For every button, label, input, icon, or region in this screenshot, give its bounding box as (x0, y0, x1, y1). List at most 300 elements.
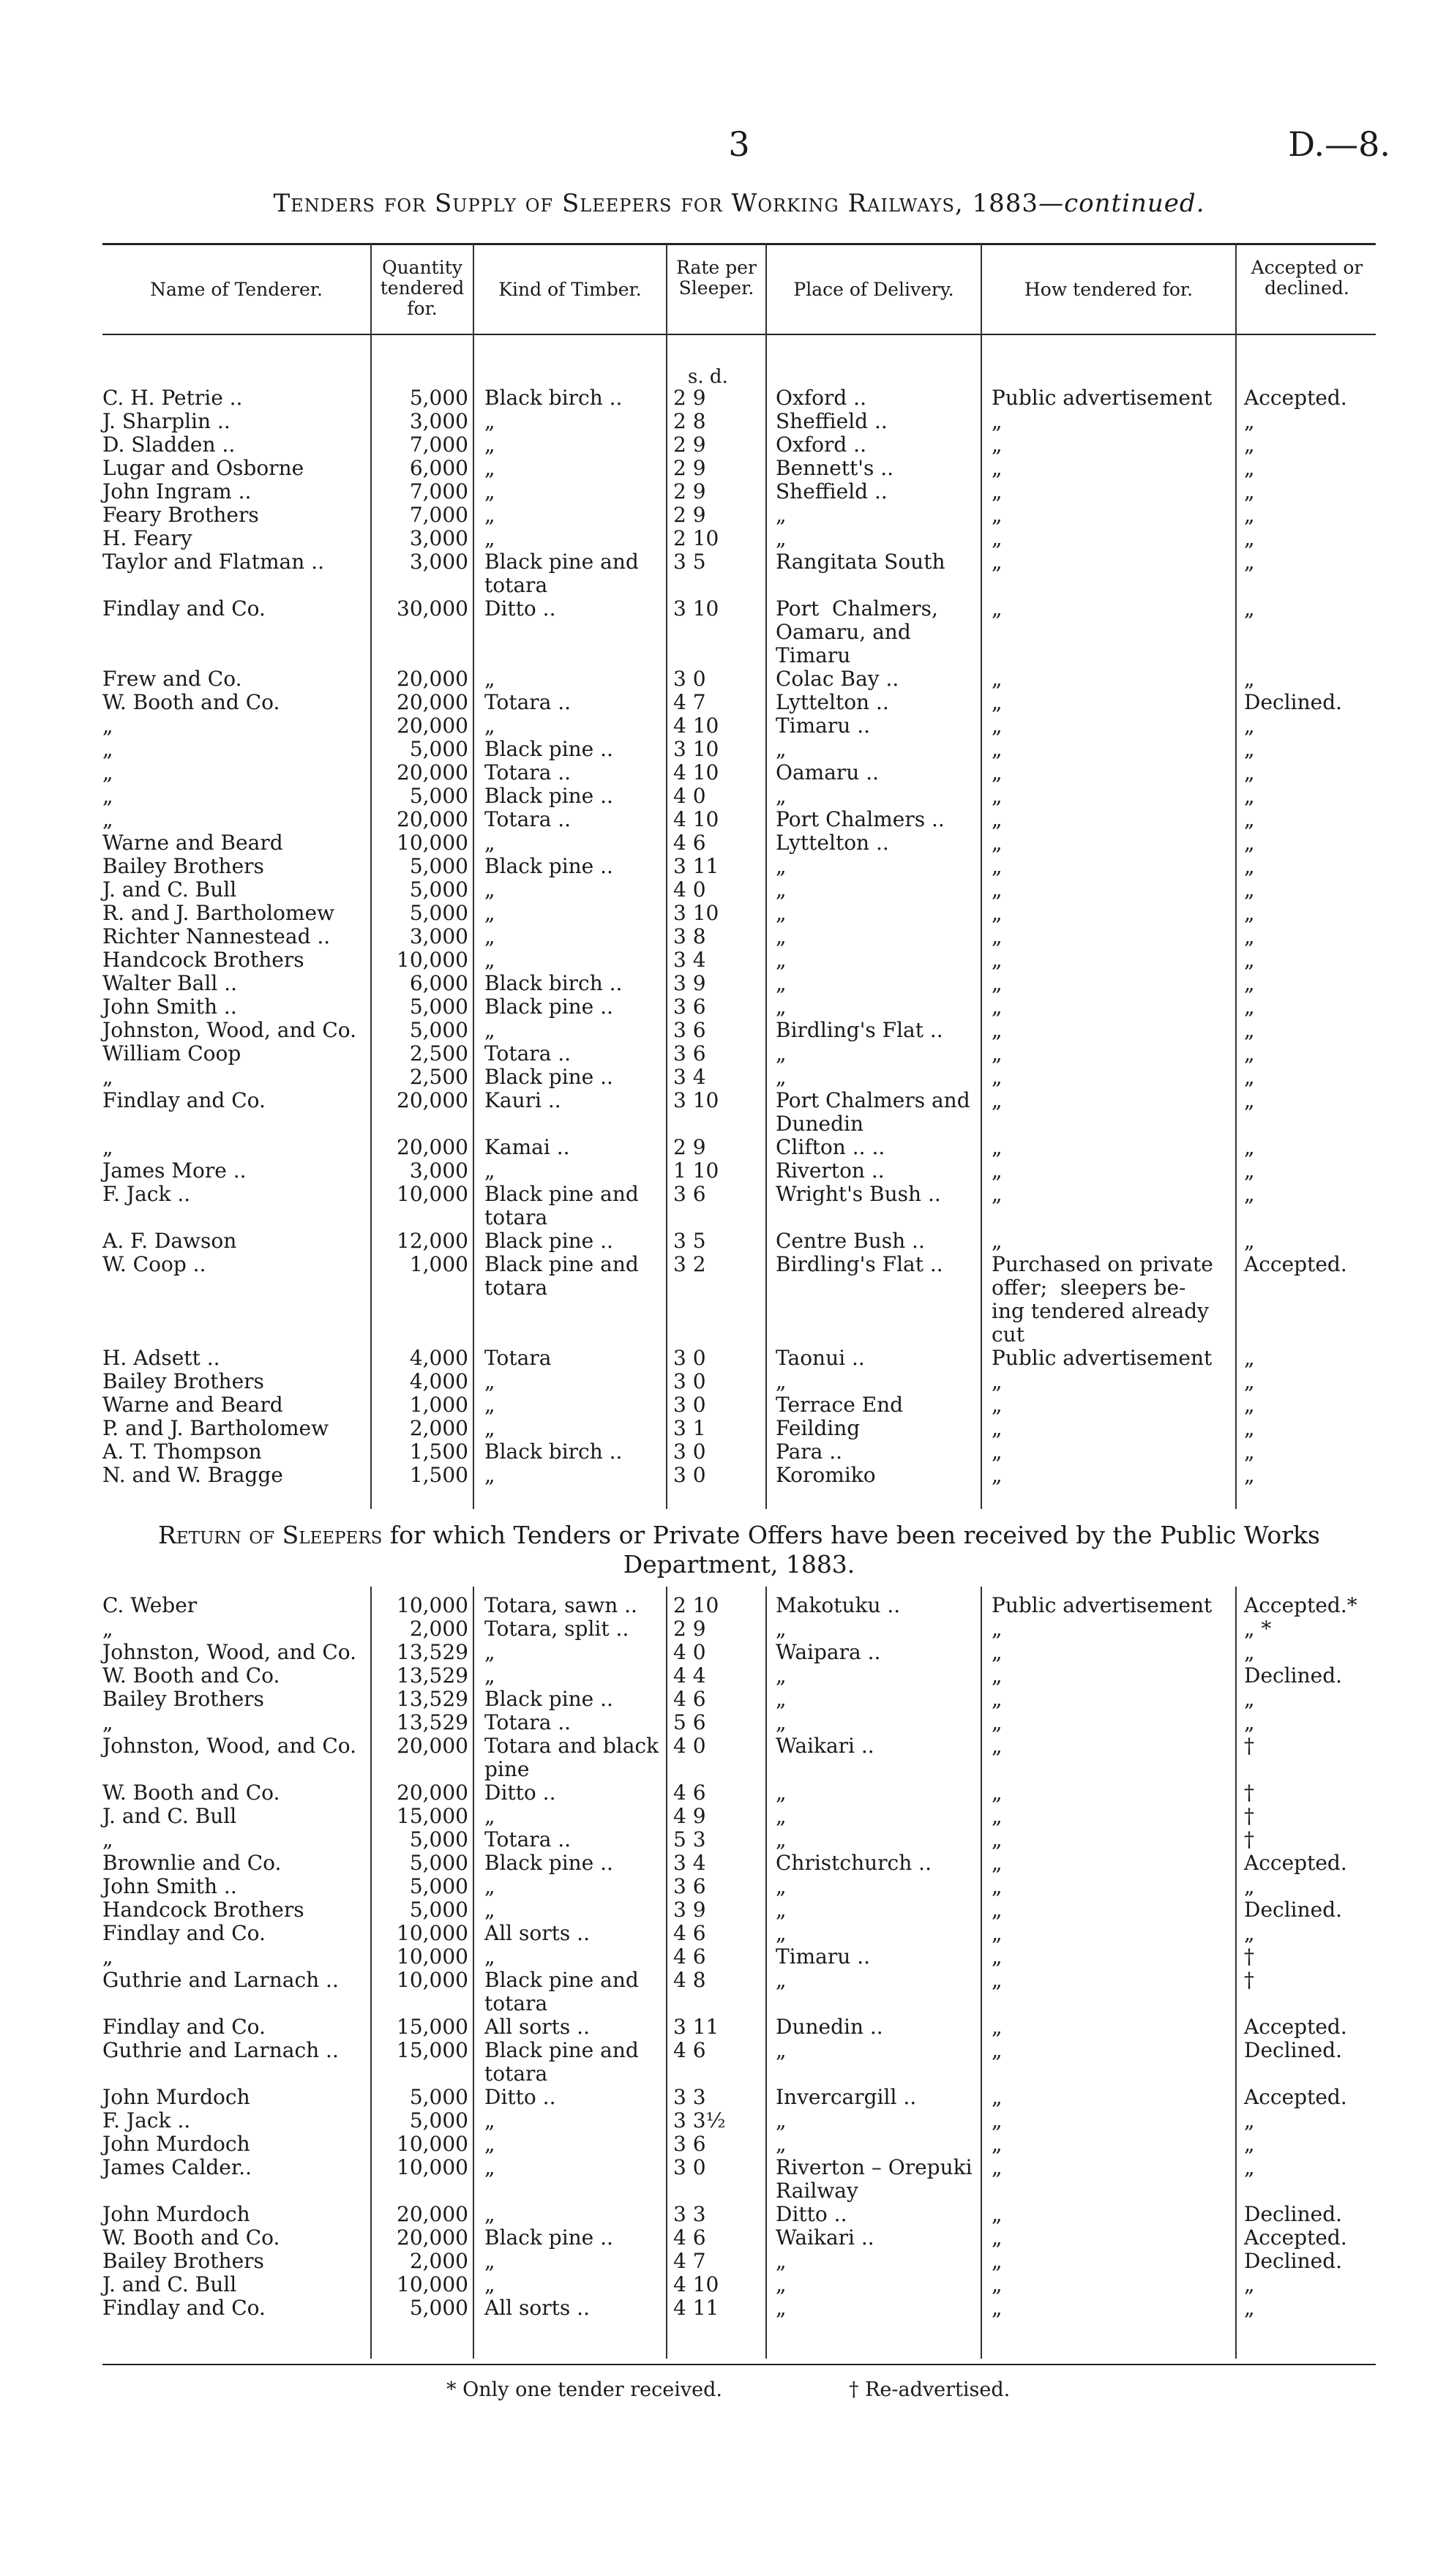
delivery-place-cell: „ (776, 1041, 787, 1066)
accepted-status-cell: † (1244, 1804, 1254, 1828)
accepted-status-cell: „ (1244, 1874, 1255, 1898)
header-kind: Kind of Timber. (498, 279, 642, 300)
rate-cell: 4 6 (673, 1944, 706, 1969)
quantity-cell: 10,000 (397, 1944, 468, 1969)
table-row (102, 1805, 1376, 1828)
timber-kind-cell: Totara .. (484, 1710, 572, 1734)
quantity-cell: 1,500 (409, 1463, 468, 1487)
rate-cell: 3 3 (673, 2202, 706, 2226)
table-row (102, 902, 1376, 925)
quantity-cell: 3,000 (409, 550, 468, 574)
rate-cell: 2 8 (673, 409, 706, 433)
rate-units: s. d. (688, 366, 728, 388)
tenderer-name: F. Jack .. (102, 1182, 191, 1206)
tenderer-name: „ (102, 1944, 113, 1969)
table-row (102, 1688, 1376, 1711)
accepted-status-cell: Declined. (1244, 2038, 1343, 2062)
tenderer-name: „ (102, 1827, 113, 1852)
quantity-cell: 13,529 (397, 1663, 468, 1688)
how-tendered-cell: „ (992, 831, 1003, 855)
tenderer-name: W. Booth and Co. (102, 1781, 280, 1805)
delivery-place-cell: „ (776, 2249, 787, 2273)
accepted-status-cell: „ (1244, 714, 1255, 738)
timber-kind-cell: „ (484, 2249, 495, 2273)
document-reference: D.—8. (1288, 124, 1390, 164)
delivery-place-cell: Port Chalmers, Oamaru, and Timaru (776, 596, 938, 667)
accepted-status-cell: „ (1244, 667, 1255, 691)
timber-kind-cell: All sorts .. (484, 1921, 590, 1945)
accepted-status-cell: „ (1244, 1135, 1255, 1159)
quantity-cell: 20,000 (397, 2202, 468, 2226)
rate-cell: 3 0 (673, 1393, 706, 1417)
timber-kind-cell: Totara .. (484, 690, 572, 714)
timber-kind-cell: Totara, sawn .. (484, 1593, 637, 1617)
rate-cell: 2 9 (673, 433, 706, 457)
accepted-status-cell: „ (1244, 971, 1255, 995)
accepted-status-cell: † (1244, 1781, 1254, 1805)
timber-kind-cell: „ (484, 2155, 495, 2179)
tenderer-name: John Murdoch (102, 2085, 250, 2109)
accepted-status-cell: Declined. (1244, 2249, 1343, 2273)
accepted-status-cell: Declined. (1244, 2202, 1343, 2226)
how-tendered-cell: „ (992, 901, 1003, 925)
timber-kind-cell: „ (484, 831, 495, 855)
timber-kind-cell: Black pine and totara (484, 1252, 639, 1300)
rate-cell: 3 10 (673, 1088, 719, 1112)
delivery-place-cell: „ (776, 737, 787, 761)
table-row (102, 878, 1376, 902)
rate-cell: 4 0 (673, 1734, 706, 1758)
tenderer-name: Bailey Brothers (102, 2249, 264, 2273)
quantity-cell: 20,000 (397, 667, 468, 691)
accepted-status-cell: Declined. (1244, 1898, 1343, 1922)
how-tendered-cell: „ (992, 526, 1003, 550)
quantity-cell: 12,000 (397, 1229, 468, 1253)
accepted-status-cell: „ (1244, 1921, 1255, 1945)
timber-kind-cell: Black birch .. (484, 971, 623, 995)
accepted-status-cell: Declined. (1244, 1663, 1343, 1688)
quantity-cell: 10,000 (397, 1921, 468, 1945)
timber-kind-cell: Totara, split .. (484, 1617, 629, 1641)
delivery-place-cell: „ (776, 2296, 787, 2320)
tenderer-name: Findlay and Co. (102, 596, 266, 621)
table-row (102, 1922, 1376, 1945)
quantity-cell: 10,000 (397, 1968, 468, 1992)
quantity-cell: 4,000 (409, 1369, 468, 1393)
tenderer-name: J. and C. Bull (102, 2272, 237, 2296)
rate-cell: 3 0 (673, 2155, 706, 2179)
delivery-place-cell: „ (776, 784, 787, 808)
header-quantity: Quantity tendered for. (380, 257, 465, 319)
delivery-place-cell: Riverton – Orepuki Railway (776, 2155, 973, 2203)
timber-kind-cell: „ (484, 1018, 495, 1042)
accepted-status-cell: „ (1244, 1182, 1255, 1206)
rate-cell: 3 0 (673, 1463, 706, 1487)
how-tendered-cell: „ (992, 714, 1003, 738)
table-row (102, 761, 1376, 785)
quantity-cell: 2,000 (409, 2249, 468, 2273)
rate-cell: 4 0 (673, 784, 706, 808)
delivery-place-cell: „ (776, 1874, 787, 1898)
how-tendered-cell: „ (992, 948, 1003, 972)
quantity-cell: 20,000 (397, 1088, 468, 1112)
accepted-status-cell: Accepted. (1244, 2085, 1347, 2109)
quantity-cell: 15,000 (397, 2015, 468, 2039)
table-row (102, 2250, 1376, 2273)
table-row (102, 410, 1376, 433)
quantity-cell: 5,000 (409, 2296, 468, 2320)
tenderer-name: Findlay and Co. (102, 1921, 266, 1945)
rate-cell: 3 6 (673, 2132, 706, 2156)
table-row (102, 550, 1376, 597)
delivery-place-cell: Oamaru .. (776, 760, 880, 785)
quantity-cell: 10,000 (397, 2155, 468, 2179)
table-row (102, 1617, 1376, 1641)
timber-kind-cell: „ (484, 2108, 495, 2133)
tenderer-name: Feary Brothers (102, 503, 259, 527)
quantity-cell: 13,529 (397, 1687, 468, 1711)
quantity-cell: 20,000 (397, 714, 468, 738)
table-row (102, 691, 1376, 714)
delivery-place-cell: „ (776, 1687, 787, 1711)
delivery-place-cell: „ (776, 1781, 787, 1805)
rate-cell: 4 7 (673, 690, 706, 714)
rate-cell: 4 9 (673, 1804, 706, 1828)
table-row (102, 972, 1376, 995)
how-tendered-cell: „ (992, 1944, 1003, 1969)
tenderer-name: J. and C. Bull (102, 1804, 237, 1828)
how-tendered-cell: „ (992, 667, 1003, 691)
quantity-cell: 5,000 (409, 1851, 468, 1875)
how-tendered-cell: „ (992, 1158, 1003, 1183)
table-row (102, 948, 1376, 972)
timber-kind-cell: Black pine and totara (484, 1182, 639, 1229)
timber-kind-cell: „ (484, 2272, 495, 2296)
page-number: 3 (728, 124, 750, 164)
quantity-cell: 20,000 (397, 760, 468, 785)
tenderer-name: J. Sharplin .. (102, 409, 231, 433)
header-rate: Rate per Sleeper. (676, 257, 757, 299)
delivery-place-cell: Timaru .. (776, 714, 870, 738)
delivery-place-cell: „ (776, 995, 787, 1019)
delivery-place-cell: Invercargill .. (776, 2085, 917, 2109)
quantity-cell: 5,000 (409, 1874, 468, 1898)
tenderer-name: A. F. Dawson (102, 1229, 237, 1253)
how-tendered-cell: „ (992, 854, 1003, 878)
delivery-place-cell: Sheffield .. (776, 479, 888, 503)
rate-cell: 3 2 (673, 1252, 706, 1276)
quantity-cell: 5,000 (409, 2108, 468, 2133)
quantity-cell: 3,000 (409, 924, 468, 948)
tenderer-name: H. Adsett .. (102, 1346, 220, 1370)
accepted-status-cell: Accepted. (1244, 1851, 1347, 1875)
quantity-cell: 20,000 (397, 1734, 468, 1758)
rate-cell: 3 8 (673, 924, 706, 948)
footnote-star: * Only one tender received. (446, 2378, 722, 2401)
accepted-status-cell: „ (1244, 479, 1255, 503)
table-row (102, 1711, 1376, 1734)
how-tendered-cell: „ (992, 2155, 1003, 2179)
table-row (102, 1898, 1376, 1922)
timber-kind-cell: Ditto .. (484, 596, 556, 621)
table-row (102, 1370, 1376, 1393)
accepted-status-cell: „ (1244, 1640, 1255, 1664)
table-row (102, 808, 1376, 831)
rate-cell: 4 6 (673, 2225, 706, 2250)
tenderer-name: P. and J. Bartholomew (102, 1416, 329, 1440)
timber-kind-cell: Black pine .. (484, 854, 613, 878)
table-row (102, 1183, 1376, 1229)
delivery-place-cell: Port Chalmers .. (776, 807, 945, 831)
how-tendered-cell: Public advertisement (992, 1346, 1213, 1370)
rate-cell: 2 9 (673, 1135, 706, 1159)
timber-kind-cell: Black pine .. (484, 784, 613, 808)
delivery-place-cell: Riverton .. (776, 1158, 885, 1183)
rate-cell: 3 6 (673, 1018, 706, 1042)
table-row (102, 2273, 1376, 2296)
tenderer-name: C. H. Petrie .. (102, 386, 243, 410)
how-tendered-cell: „ (992, 1898, 1003, 1922)
tenderer-name: Lugar and Osborne (102, 456, 304, 480)
table-row (102, 1969, 1376, 2015)
tenderer-name: John Ingram .. (102, 479, 252, 503)
tenderer-name: J. and C. Bull (102, 877, 237, 902)
header-name: Name of Tenderer. (150, 279, 323, 300)
rate-cell: 3 11 (673, 2015, 719, 2039)
accepted-status-cell: „ (1244, 831, 1255, 855)
table-row (102, 1066, 1376, 1089)
table-row (102, 785, 1376, 808)
how-tendered-cell: „ (992, 1393, 1003, 1417)
delivery-place-cell: Waipara .. (776, 1640, 881, 1664)
table-row (102, 2039, 1376, 2086)
timber-kind-cell: „ (484, 1874, 495, 1898)
tenderer-name: Guthrie and Larnach .. (102, 1968, 339, 1992)
tenderer-name: James More .. (102, 1158, 247, 1183)
tenderer-name: A. T. Thompson (102, 1439, 262, 1464)
tenderer-name: Findlay and Co. (102, 1088, 266, 1112)
table-row (102, 1019, 1376, 1042)
tenderer-name: Johnston, Wood, and Co. (102, 1018, 357, 1042)
quantity-cell: 20,000 (397, 1135, 468, 1159)
delivery-place-cell: Feilding (776, 1416, 861, 1440)
how-tendered-cell: „ (992, 2202, 1003, 2226)
quantity-cell: 20,000 (397, 690, 468, 714)
tenderer-name: „ (102, 807, 113, 831)
quantity-cell: 20,000 (397, 807, 468, 831)
quantity-cell: 5,000 (409, 1827, 468, 1852)
timber-kind-cell: „ (484, 1369, 495, 1393)
timber-kind-cell: „ (484, 1158, 495, 1183)
accepted-status-cell: „ (1244, 1463, 1255, 1487)
tenderer-name: John Smith .. (102, 995, 237, 1019)
accepted-status-cell: „ (1244, 456, 1255, 480)
table-row (102, 1089, 1376, 1136)
accepted-status-cell: „ (1244, 1393, 1255, 1417)
how-tendered-cell: „ (992, 690, 1003, 714)
tenderer-name: Johnston, Wood, and Co. (102, 1734, 357, 1758)
how-tendered-cell: „ (992, 1416, 1003, 1440)
how-tendered-cell: „ (992, 971, 1003, 995)
timber-kind-cell: „ (484, 409, 495, 433)
table-row (102, 1417, 1376, 1440)
accepted-status-cell: „ (1244, 550, 1255, 574)
tenderer-name: Frew and Co. (102, 667, 242, 691)
table-row (102, 667, 1376, 691)
rate-cell: 3 0 (673, 667, 706, 691)
accepted-status-cell: Accepted. (1244, 386, 1347, 410)
quantity-cell: 10,000 (397, 831, 468, 855)
how-tendered-cell: „ (992, 456, 1003, 480)
delivery-place-cell: „ (776, 1617, 787, 1641)
accepted-status-cell: „ (1244, 1439, 1255, 1464)
how-tendered-cell: „ (992, 1640, 1003, 1664)
rate-cell: 3 6 (673, 1874, 706, 1898)
tenderer-name: Taylor and Flatman .. (102, 550, 324, 574)
delivery-place-cell: „ (776, 854, 787, 878)
table-row (102, 1594, 1376, 1617)
delivery-place-cell: „ (776, 2132, 787, 2156)
accepted-status-cell: „ (1244, 807, 1255, 831)
tenderer-name: N. and W. Bragge (102, 1463, 283, 1487)
accepted-status-cell: „ (1244, 1369, 1255, 1393)
table-row (102, 2133, 1376, 2156)
delivery-place-cell: „ (776, 1898, 787, 1922)
accepted-status-cell: „ (1244, 2296, 1255, 2320)
quantity-cell: 3,000 (409, 409, 468, 433)
rate-cell: 3 9 (673, 971, 706, 995)
how-tendered-cell: „ (992, 2132, 1003, 2156)
delivery-place-cell: Bennett's .. (776, 456, 894, 480)
quantity-cell: 30,000 (397, 596, 468, 621)
rate-cell: 4 0 (673, 1640, 706, 1664)
tenderer-name: „ (102, 1135, 113, 1159)
how-tendered-cell: „ (992, 877, 1003, 902)
table-row (102, 2015, 1376, 2039)
accepted-status-cell: „ (1244, 433, 1255, 457)
rate-cell: 2 10 (673, 1593, 719, 1617)
timber-kind-cell: „ (484, 503, 495, 527)
how-tendered-cell: „ (992, 1065, 1003, 1089)
table-row (102, 1464, 1376, 1487)
accepted-status-cell: „ (1244, 1687, 1255, 1711)
timber-kind-cell: Black pine .. (484, 1229, 613, 1253)
tenderer-name: H. Feary (102, 526, 192, 550)
quantity-cell: 6,000 (409, 456, 468, 480)
rate-cell: 2 9 (673, 456, 706, 480)
accepted-status-cell: „ * (1244, 1617, 1272, 1641)
table-row (102, 503, 1376, 527)
delivery-place-cell: „ (776, 2038, 787, 2062)
quantity-cell: 5,000 (409, 995, 468, 1019)
delivery-place-cell: Rangitata South (776, 550, 945, 574)
accepted-status-cell: „ (1244, 1229, 1255, 1253)
accepted-status-cell: † (1244, 1944, 1254, 1969)
rate-cell: 3 0 (673, 1439, 706, 1464)
rate-cell: 4 6 (673, 1781, 706, 1805)
accepted-status-cell: „ (1244, 1346, 1255, 1370)
table-row (102, 433, 1376, 457)
table-row (102, 831, 1376, 855)
timber-kind-cell: Kauri .. (484, 1088, 561, 1112)
quantity-cell: 4,000 (409, 1346, 468, 1370)
return-title (102, 1521, 1376, 1579)
rate-cell: 2 9 (673, 479, 706, 503)
timber-kind-cell: Black pine .. (484, 1851, 613, 1875)
returns-table (102, 1594, 1376, 2320)
delivery-place-cell: Dunedin .. (776, 2015, 883, 2039)
tenderer-name: W. Coop .. (102, 1252, 206, 1276)
how-tendered-cell: „ (992, 1804, 1003, 1828)
accepted-status-cell: Accepted.* (1244, 1593, 1357, 1617)
quantity-cell: 7,000 (409, 503, 468, 527)
accepted-status-cell: „ (1244, 924, 1255, 948)
delivery-place-cell: „ (776, 2108, 787, 2133)
delivery-place-cell: „ (776, 877, 787, 902)
tenderer-name: Findlay and Co. (102, 2296, 266, 2320)
table-row (102, 457, 1376, 480)
rate-cell: 4 6 (673, 2038, 706, 2062)
tenderer-name: D. Sladden .. (102, 433, 236, 457)
header-place: Place of Delivery. (793, 279, 954, 300)
delivery-place-cell: Colac Bay .. (776, 667, 899, 691)
table-row (102, 597, 1376, 667)
table-row (102, 1664, 1376, 1688)
accepted-status-cell: „ (1244, 1018, 1255, 1042)
rate-cell: 3 0 (673, 1369, 706, 1393)
how-tendered-cell: „ (992, 550, 1003, 574)
timber-kind-cell: „ (484, 433, 495, 457)
timber-kind-cell: „ (484, 948, 495, 972)
timber-kind-cell: „ (484, 2132, 495, 2156)
quantity-cell: 5,000 (409, 901, 468, 925)
tenderer-name: Bailey Brothers (102, 1687, 264, 1711)
timber-kind-cell: Black pine .. (484, 1065, 613, 1089)
accepted-status-cell: „ (1244, 1416, 1255, 1440)
quantity-cell: 6,000 (409, 971, 468, 995)
quantity-cell: 5,000 (409, 784, 468, 808)
table-row (102, 1440, 1376, 1464)
delivery-place-cell: Taonui .. (776, 1346, 865, 1370)
delivery-place-cell: „ (776, 1804, 787, 1828)
table-row (102, 1136, 1376, 1159)
rate-cell: 1 10 (673, 1158, 719, 1183)
accepted-status-cell: „ (1244, 948, 1255, 972)
how-tendered-cell: „ (992, 2272, 1003, 2296)
quantity-cell: 5,000 (409, 854, 468, 878)
return-title-lead: Return of Sleepers (158, 1521, 383, 1549)
accepted-status-cell: „ (1244, 2272, 1255, 2296)
how-tendered-cell: „ (992, 784, 1003, 808)
rate-cell: 3 10 (673, 737, 719, 761)
delivery-place-cell: Waikari .. (776, 2225, 874, 2250)
accepted-status-cell: „ (1244, 1158, 1255, 1183)
quantity-cell: 10,000 (397, 948, 468, 972)
how-tendered-cell: „ (992, 2249, 1003, 2273)
rate-cell: 4 6 (673, 1921, 706, 1945)
tenderer-name: William Coop (102, 1041, 241, 1066)
tenders-table (102, 386, 1376, 1487)
quantity-cell: 5,000 (409, 1898, 468, 1922)
table-row (102, 714, 1376, 738)
accepted-status-cell: „ (1244, 995, 1255, 1019)
table-row (102, 738, 1376, 761)
tenderer-name: Handcock Brothers (102, 1898, 304, 1922)
rate-cell: 3 6 (673, 1182, 706, 1206)
footnote-dagger: † Re-advertised. (849, 2378, 1011, 2401)
tenderer-name: W. Booth and Co. (102, 2225, 280, 2250)
timber-kind-cell: „ (484, 1463, 495, 1487)
